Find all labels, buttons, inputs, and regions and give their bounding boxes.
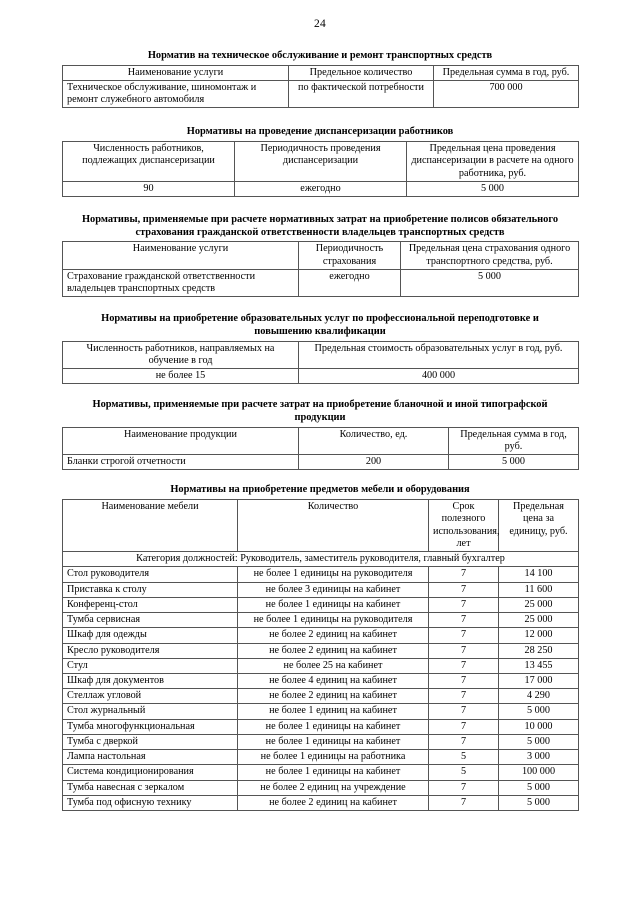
table-cell: Стол журнальный: [63, 704, 238, 719]
table-cell: 5 000: [499, 780, 579, 795]
table-row: [63, 658, 579, 673]
table-furniture-equipment: [62, 499, 579, 811]
table-cell: 10 000: [499, 719, 579, 734]
table-cell: не более 2 единиц на кабинет: [238, 689, 429, 704]
table-cell: не более 1 единицы на руководителя: [238, 613, 429, 628]
table-row: [63, 369, 579, 384]
table-row: [63, 643, 579, 658]
column-header: Периодичность страхования: [299, 242, 401, 269]
table-header-row: [63, 427, 579, 454]
table-cell: не более 1 единицы на работника: [238, 750, 429, 765]
table-cell: 5 000: [499, 734, 579, 749]
spacer: [0, 384, 640, 399]
table-cell: 700 000: [434, 80, 579, 107]
table-cell: не более 2 единиц на кабинет: [238, 643, 429, 658]
section-caption: Нормативы, применяемые при расчете затрат на приобретение бланочной и иной типографской продукции: [92, 399, 548, 424]
table-cell: ежегодно: [235, 181, 407, 196]
section-education-services: [62, 313, 578, 384]
table-cell: не более 2 единиц на кабинет: [238, 795, 429, 810]
section-caption: Нормативы, применяемые при расчете нормативных затрат на приобретение полисов обязательного страхования гражданской ответственности владельцев транспортных средств: [81, 214, 559, 238]
table-vehicle-insurance: [62, 241, 579, 297]
section-caption: Нормативы на приобретение образовательных услуг по профессиональной переподготовке и повышению квалификации: [101, 313, 539, 338]
table-cell: 13 455: [499, 658, 579, 673]
table-cell: 7: [429, 795, 499, 810]
table-row: [63, 613, 579, 628]
table-row: [63, 567, 579, 582]
spacer: [0, 108, 640, 126]
table-row: [63, 628, 579, 643]
table-cell: Тумба сервисная: [63, 613, 238, 628]
table-header-row: [63, 242, 579, 269]
table-medical-checkup: [62, 141, 579, 197]
section-caption: Нормативы на приобретение предметов мебели и оборудования: [170, 484, 470, 496]
table-row: [63, 704, 579, 719]
table-row: [63, 734, 579, 749]
table-cell: 7: [429, 582, 499, 597]
spacer: [0, 30, 640, 50]
page-number: 24: [314, 18, 326, 30]
column-header: Наименование продукции: [63, 427, 299, 454]
table-row: [63, 673, 579, 688]
column-header: Численность работников, направляемых на обучение в год: [63, 341, 299, 368]
column-header: Предельная сумма в год, руб.: [449, 427, 579, 454]
table-cell: 7: [429, 567, 499, 582]
table-cell: 7: [429, 704, 499, 719]
table-cell: 400 000: [299, 369, 579, 384]
table-cell: Стол руководителя: [63, 567, 238, 582]
table-education-services: [62, 341, 579, 385]
table-cell: Конференц-стол: [63, 597, 238, 612]
section-caption: Норматив на техническое обслуживание и ремонт транспортных средств: [147, 50, 493, 61]
table-cell: не более 2 единиц на кабинет: [238, 628, 429, 643]
table-cell: Кресло руководителя: [63, 643, 238, 658]
table-cell: Лампа настольная: [63, 750, 238, 765]
table-cell: не более 25 на кабинет: [238, 658, 429, 673]
table-cell: 11 600: [499, 582, 579, 597]
table-header-row: [63, 65, 579, 80]
table-cell: не более 1 единиц на кабинет: [238, 704, 429, 719]
section-vehicle-insurance: [62, 214, 578, 297]
table-cell: 4 290: [499, 689, 579, 704]
column-header: Предельная сумма в год, руб.: [434, 65, 579, 80]
table-cell: 7: [429, 643, 499, 658]
table-cell: 7: [429, 658, 499, 673]
table-cell: 100 000: [499, 765, 579, 780]
document-page: [0, 18, 640, 923]
column-header: Количество, ед.: [299, 427, 449, 454]
column-header: Предельная цена за единицу, руб.: [499, 500, 579, 552]
table-cell: Страхование гражданской ответственности владельцев транспортных средств: [63, 269, 299, 296]
table-cell: 17 000: [499, 673, 579, 688]
category-row: [63, 552, 579, 567]
table-cell: 7: [429, 689, 499, 704]
table-cell: 7: [429, 613, 499, 628]
table-cell: 7: [429, 719, 499, 734]
table-cell: 5: [429, 765, 499, 780]
section-vehicle-maintenance: [62, 50, 578, 108]
section-caption: Нормативы на проведение диспансеризации работников: [186, 126, 454, 138]
spacer: [0, 470, 640, 484]
column-header: Срок полезного использования, лет: [429, 500, 499, 552]
table-row: [63, 795, 579, 810]
column-header: Предельное количество: [289, 65, 434, 80]
table-cell: Шкаф для одежды: [63, 628, 238, 643]
table-cell: Система кондиционирования: [63, 765, 238, 780]
table-printed-forms: [62, 427, 579, 471]
category-label: Категория должностей: Руководитель, заместитель руководителя, главный бухгалтер: [63, 552, 579, 567]
table-cell: 7: [429, 597, 499, 612]
table-cell: 7: [429, 734, 499, 749]
table-cell: 5: [429, 750, 499, 765]
table-header-row: [63, 142, 579, 182]
table-row: [63, 80, 579, 107]
table-cell: Тумба навесная с зеркалом: [63, 780, 238, 795]
table-cell: не более 1 единицы на кабинет: [238, 765, 429, 780]
table-row: [63, 455, 579, 470]
table-cell: 25 000: [499, 597, 579, 612]
table-cell: Приставка к столу: [63, 582, 238, 597]
table-cell: 3 000: [499, 750, 579, 765]
table-cell: 12 000: [499, 628, 579, 643]
table-cell: не более 1 единицы на кабинет: [238, 734, 429, 749]
column-header: Количество: [238, 500, 429, 552]
table-row: [63, 582, 579, 597]
table-row: [63, 780, 579, 795]
spacer: [0, 297, 640, 313]
table-cell: 5 000: [499, 704, 579, 719]
table-cell: не более 1 единицы на кабинет: [238, 597, 429, 612]
table-cell: Тумба многофункциональная: [63, 719, 238, 734]
table-cell: Шкаф для документов: [63, 673, 238, 688]
section-furniture-equipment: [62, 484, 578, 811]
table-cell: 14 100: [499, 567, 579, 582]
table-row: [63, 719, 579, 734]
section-printed-forms: [62, 399, 578, 470]
table-cell: Стул: [63, 658, 238, 673]
column-header: Наименование услуги: [63, 65, 289, 80]
table-cell: 90: [63, 181, 235, 196]
column-header: Наименование мебели: [63, 500, 238, 552]
table-cell: 5 000: [499, 795, 579, 810]
table-header-row: [63, 500, 579, 552]
table-cell: не более 15: [63, 369, 299, 384]
table-cell: 7: [429, 673, 499, 688]
column-header: Периодичность проведения диспансеризации: [235, 142, 407, 182]
table-cell: 28 250: [499, 643, 579, 658]
table-cell: не более 1 единицы на кабинет: [238, 719, 429, 734]
table-cell: 5 000: [407, 181, 579, 196]
table-cell: не более 4 единиц на кабинет: [238, 673, 429, 688]
table-cell: 5 000: [449, 455, 579, 470]
table-header-row: [63, 341, 579, 368]
table-cell: 25 000: [499, 613, 579, 628]
table-row: [63, 689, 579, 704]
table-cell: 200: [299, 455, 449, 470]
table-vehicle-maintenance: [62, 65, 579, 109]
table-row: [63, 597, 579, 612]
table-cell: 5 000: [401, 269, 579, 296]
table-row: [63, 269, 579, 296]
table-row: [63, 765, 579, 780]
table-cell: 7: [429, 780, 499, 795]
table-cell: не более 3 единицы на кабинет: [238, 582, 429, 597]
table-cell: Техническое обслуживание, шиномонтаж и ремонт служебного автомобиля: [63, 80, 289, 107]
table-cell: Тумба с дверкой: [63, 734, 238, 749]
table-cell: 7: [429, 628, 499, 643]
column-header: Предельная стоимость образовательных услуг в год, руб.: [299, 341, 579, 368]
column-header: Численность работников, подлежащих диспансеризации: [63, 142, 235, 182]
spacer: [0, 197, 640, 214]
column-header: Предельная цена проведения диспансеризации в расчете на одного работника, руб.: [407, 142, 579, 182]
table-cell: ежегодно: [299, 269, 401, 296]
table-cell: не более 1 единицы на руководителя: [238, 567, 429, 582]
table-row: [63, 750, 579, 765]
table-cell: Стеллаж угловой: [63, 689, 238, 704]
table-row: [63, 181, 579, 196]
column-header: Предельная цена страхования одного транспортного средства, руб.: [401, 242, 579, 269]
column-header: Наименование услуги: [63, 242, 299, 269]
table-cell: не более 2 единиц на учреждение: [238, 780, 429, 795]
table-cell: по фактической потребности: [289, 80, 434, 107]
section-medical-checkup: [62, 126, 578, 197]
table-cell: Бланки строгой отчетности: [63, 455, 299, 470]
table-cell: Тумба под офисную технику: [63, 795, 238, 810]
